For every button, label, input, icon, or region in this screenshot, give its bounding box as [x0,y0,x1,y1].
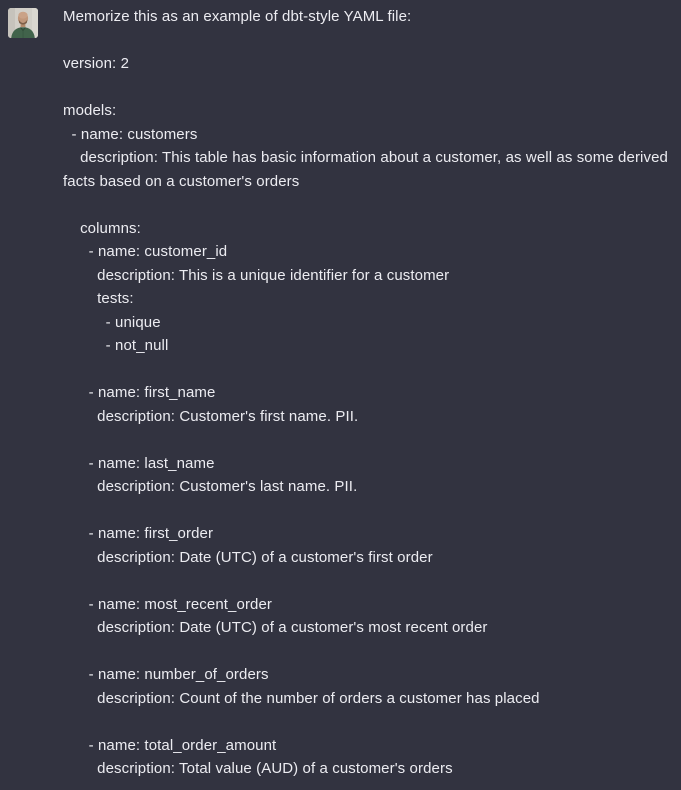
message-line: models: [63,102,117,119]
message-line [63,358,681,382]
message-line [63,29,681,53]
user-profile-photo-icon [8,8,38,38]
message-line: - not_null [63,337,169,354]
message-line [63,76,681,100]
user-message-text [63,5,681,781]
message-line: - name: most_recent_order [63,595,273,613]
message-line: - name: first_name [63,384,216,401]
message-line: columns: [63,219,141,237]
message-line: tests: [63,290,134,307]
message-line: Memorize this as an example of dbt-style YAML file: [63,8,412,25]
message-line [63,710,681,734]
message-line: - name: last_name [63,454,215,472]
message-line: - name: total_order_amount [63,736,277,754]
message-line: description: Count of the number of orders a customer has placed [63,689,540,707]
message-line: description: Customer's first name. PII. [63,407,359,425]
message-line: description: This table has basic information about a customer, as well as some derived [63,149,668,166]
message-line: facts based on a customer's orders [63,172,300,190]
message-line: - name: number_of_orders [63,666,269,683]
message-line: description: This is a unique identifier for a customer [63,266,450,284]
message-line: description: Date (UTC) of a customer's most recent order [63,619,488,636]
message-line: version: 2 [63,55,130,72]
message-line [63,499,681,523]
message-line: description: Total value (AUD) of a customer's orders [63,760,453,777]
message-line [63,428,681,452]
message-line: - name: first_order [63,525,214,542]
message-line [63,640,681,664]
message-line: description: Customer's last name. PII. [63,478,358,495]
message-line: - name: customers [63,125,198,143]
message-line: - name: customer_id [63,243,228,260]
message-line [63,193,681,217]
message-line [63,569,681,593]
user-avatar [8,8,38,38]
message-line: - unique [63,313,161,331]
message-line: description: Date (UTC) of a customer's first order [63,548,433,566]
